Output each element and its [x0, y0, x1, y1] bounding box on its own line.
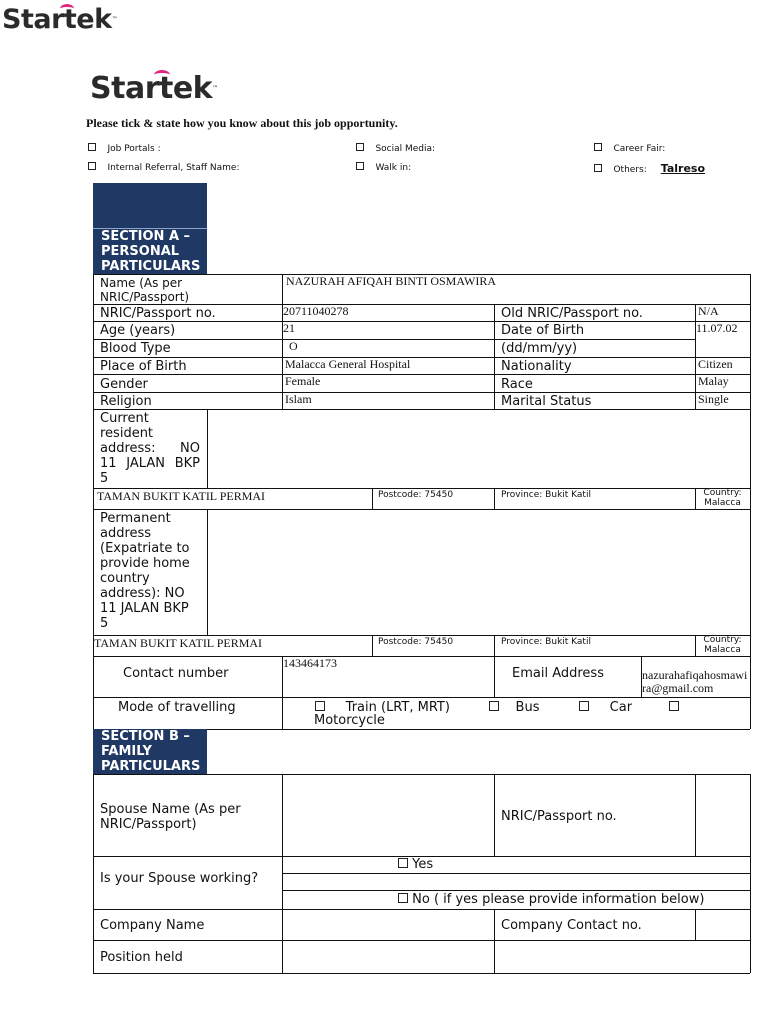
- travel-train-label: Train (LRT, MRT): [345, 700, 450, 715]
- no-label: No ( if yes please provide information below): [412, 892, 705, 907]
- checkbox-icon[interactable]: [579, 701, 589, 711]
- permanent-province[interactable]: Province: Bukit Katil: [501, 637, 591, 647]
- spouse-name-field[interactable]: [282, 774, 494, 856]
- logo-arc: [60, 4, 74, 13]
- permanent-address-label: Permanent address (Expatriate to provide home country address): NO 11 JALAN BKP 5: [100, 511, 190, 631]
- source-job-portals[interactable]: [88, 143, 161, 154]
- travel-motorcycle-option[interactable]: [669, 701, 679, 715]
- age-label: Age (years): [100, 323, 176, 338]
- old-nric-field[interactable]: N/A: [698, 304, 719, 318]
- source-label: Others:: [613, 165, 647, 175]
- grid-line: [282, 873, 750, 874]
- permanent-address-field[interactable]: [207, 509, 750, 635]
- religion-field[interactable]: Islam: [285, 392, 312, 406]
- blood-label: Blood Type: [100, 341, 171, 356]
- checkbox-icon[interactable]: [594, 143, 602, 151]
- position-field[interactable]: [282, 940, 494, 973]
- grid-line: [750, 274, 751, 729]
- checkbox-icon[interactable]: [398, 893, 408, 903]
- nric-field[interactable]: 20711040278: [283, 304, 349, 318]
- travel-options: [282, 699, 750, 729]
- email-field[interactable]: nazurahafiqahosmawira@gmail.com: [642, 669, 748, 695]
- checkbox-icon[interactable]: [669, 701, 679, 711]
- company-contact-field[interactable]: [695, 909, 750, 940]
- checkbox-icon[interactable]: [489, 701, 499, 711]
- source-others[interactable]: [594, 162, 705, 175]
- gender-label: Gender: [100, 377, 148, 392]
- pob-label: Place of Birth: [100, 359, 187, 374]
- blood-field[interactable]: O: [289, 339, 298, 353]
- travel-bus-option[interactable]: [489, 701, 539, 715]
- grid-line: [93, 697, 750, 698]
- source-social-media[interactable]: [356, 143, 435, 154]
- position-extra-field[interactable]: [494, 940, 750, 973]
- source-label: Job Portals :: [107, 144, 161, 154]
- current-province[interactable]: Province: Bukit Katil: [501, 490, 591, 500]
- section-a-title: SECTION A – PERSONAL PARTICULARS: [101, 229, 201, 274]
- company-contact-label: Company Contact no.: [501, 918, 642, 933]
- grid-line: [750, 774, 751, 973]
- trademark: ™: [212, 85, 218, 92]
- checkbox-icon[interactable]: [356, 162, 364, 170]
- yes-label: Yes: [412, 857, 434, 872]
- source-label: Walk in:: [375, 163, 412, 173]
- current-address-label: Current resident address: NO 11 JALAN BKP 5: [100, 411, 200, 486]
- pob-field[interactable]: Malacca General Hospital: [285, 357, 411, 371]
- name-field[interactable]: NAZURAH AFIQAH BINTI OSMAWIRA: [286, 274, 497, 288]
- checkbox-icon[interactable]: [315, 701, 325, 711]
- permanent-address-line2[interactable]: TAMAN BUKIT KATIL PERMAI: [94, 636, 263, 650]
- checkbox-icon[interactable]: [88, 143, 96, 151]
- header-logo-text: Startek: [2, 4, 112, 35]
- source-career-fair[interactable]: [594, 143, 665, 154]
- travel-bus-label: Bus: [515, 700, 540, 715]
- spouse-name-label: Spouse Name (As per NRIC/Passport): [100, 802, 241, 832]
- name-label: Name (As per NRIC/Passport): [100, 276, 190, 304]
- dob-format-label: (dd/mm/yy): [501, 341, 578, 356]
- source-label: Internal Referral, Staff Name:: [107, 163, 240, 173]
- race-label: Race: [501, 377, 533, 392]
- logo-arc: [154, 70, 170, 80]
- race-field[interactable]: Malay: [698, 374, 729, 388]
- grid-line: [282, 890, 750, 891]
- spouse-nric-label: NRIC/Passport no.: [501, 809, 617, 824]
- travel-car-option[interactable]: [579, 701, 632, 715]
- source-label: Social Media:: [375, 144, 436, 154]
- section-a-divider: [93, 228, 207, 229]
- marital-field[interactable]: Single: [698, 392, 729, 406]
- nric-label: NRIC/Passport no.: [100, 306, 216, 321]
- company-name-field[interactable]: [282, 909, 494, 940]
- email-label: Email Address: [512, 666, 604, 681]
- spouse-nric-field[interactable]: [695, 774, 750, 856]
- position-label: Position held: [100, 950, 183, 965]
- checkbox-icon[interactable]: [594, 164, 602, 172]
- dob-label: Date of Birth: [501, 323, 585, 338]
- current-country[interactable]: Country: Malacca: [703, 488, 742, 508]
- contact-label: Contact number: [123, 666, 229, 681]
- checkbox-icon[interactable]: [88, 162, 96, 170]
- current-address-line2[interactable]: TAMAN BUKIT KATIL PERMAI: [97, 489, 266, 503]
- spouse-working-label: Is your Spouse working?: [100, 871, 259, 886]
- grid-line: [93, 973, 750, 974]
- form-logo: [90, 72, 218, 106]
- checkbox-icon[interactable]: [398, 858, 408, 868]
- dob-field[interactable]: 11.07.02: [696, 321, 738, 335]
- section-b-title: SECTION B – FAMILY PARTICULARS: [101, 729, 201, 774]
- marital-label: Marital Status: [501, 394, 592, 409]
- gender-field[interactable]: Female: [285, 374, 321, 388]
- current-postcode[interactable]: Postcode: 75450: [378, 490, 454, 500]
- source-label: Career Fair:: [613, 144, 666, 154]
- header-logo: [2, 4, 117, 36]
- age-field[interactable]: 21: [283, 321, 295, 335]
- intro-text: Please tick & state how you know about this job opportunity.: [86, 116, 398, 130]
- old-nric-label: Old NRIC/Passport no.: [501, 306, 643, 321]
- religion-label: Religion: [100, 394, 152, 409]
- trademark: ™: [111, 16, 118, 23]
- company-name-label: Company Name: [100, 918, 205, 933]
- checkbox-icon[interactable]: [356, 143, 364, 151]
- others-value[interactable]: Talreso: [660, 162, 706, 175]
- source-internal-referral[interactable]: [88, 162, 239, 173]
- permanent-country[interactable]: Country: Malacca: [703, 635, 742, 655]
- travel-motorcycle-label: Motorcycle: [314, 713, 385, 728]
- travel-label: Mode of travelling: [118, 700, 236, 715]
- contact-field[interactable]: 143464173: [283, 656, 337, 670]
- permanent-postcode[interactable]: Postcode: 75450: [378, 637, 454, 647]
- nationality-field[interactable]: Citizen: [698, 357, 733, 371]
- source-walk-in[interactable]: [356, 162, 411, 173]
- spouse-working-yes[interactable]: [398, 857, 433, 872]
- travel-car-label: Car: [609, 700, 633, 715]
- form-logo-text: Startek: [90, 71, 213, 106]
- section-b-header: [93, 729, 207, 774]
- spouse-working-no[interactable]: [398, 892, 704, 907]
- nationality-label: Nationality: [501, 359, 572, 374]
- current-address-field[interactable]: [207, 409, 750, 488]
